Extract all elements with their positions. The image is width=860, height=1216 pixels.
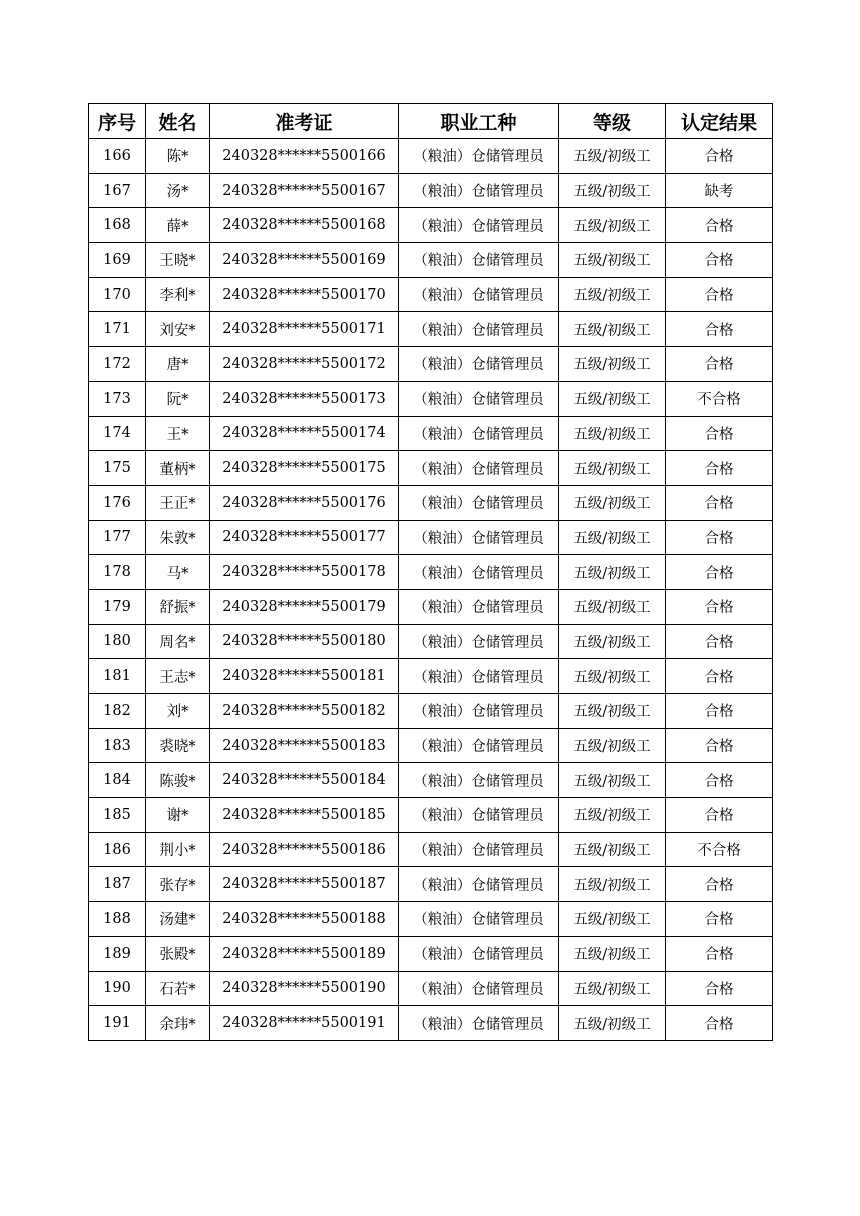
- cell-seq: 178: [89, 555, 146, 590]
- cell-seq: 175: [89, 451, 146, 486]
- cell-level: 五级/初级工: [559, 208, 666, 243]
- cell-name: 石若*: [146, 971, 210, 1006]
- table-row: [89, 1006, 773, 1041]
- cell-result: 不合格: [666, 832, 773, 867]
- table-row: [89, 659, 773, 694]
- cell-result: 合格: [666, 312, 773, 347]
- table-row: [89, 451, 773, 486]
- table-row: [89, 589, 773, 624]
- header-level: 等级: [559, 104, 666, 139]
- table-row: [89, 277, 773, 312]
- cell-name: 陈*: [146, 139, 210, 174]
- cell-name: 刘安*: [146, 312, 210, 347]
- cell-ticket: 240328******5500175: [210, 451, 399, 486]
- cell-level: 五级/初级工: [559, 763, 666, 798]
- cell-occupation: （粮油）仓储管理员: [399, 555, 559, 590]
- table-row: [89, 936, 773, 971]
- cell-occupation: （粮油）仓储管理员: [399, 694, 559, 729]
- cell-seq: 169: [89, 243, 146, 278]
- cell-ticket: 240328******5500176: [210, 485, 399, 520]
- cell-occupation: （粮油）仓储管理员: [399, 451, 559, 486]
- cell-result: 合格: [666, 277, 773, 312]
- cell-result: 合格: [666, 867, 773, 902]
- cell-ticket: 240328******5500174: [210, 416, 399, 451]
- cell-occupation: （粮油）仓储管理员: [399, 936, 559, 971]
- cell-level: 五级/初级工: [559, 936, 666, 971]
- cell-result: 合格: [666, 451, 773, 486]
- cell-occupation: （粮油）仓储管理员: [399, 1006, 559, 1041]
- cell-ticket: 240328******5500179: [210, 589, 399, 624]
- cell-result: 缺考: [666, 173, 773, 208]
- cell-result: 不合格: [666, 381, 773, 416]
- cell-name: 马*: [146, 555, 210, 590]
- cell-ticket: 240328******5500184: [210, 763, 399, 798]
- table-header: [89, 104, 773, 139]
- cell-name: 周名*: [146, 624, 210, 659]
- cell-result: 合格: [666, 243, 773, 278]
- cell-seq: 182: [89, 694, 146, 729]
- cell-result: 合格: [666, 485, 773, 520]
- cell-occupation: （粮油）仓储管理员: [399, 416, 559, 451]
- table-row: [89, 832, 773, 867]
- cell-name: 唐*: [146, 347, 210, 382]
- table-row: [89, 208, 773, 243]
- cell-ticket: 240328******5500187: [210, 867, 399, 902]
- cell-occupation: （粮油）仓储管理员: [399, 763, 559, 798]
- cell-seq: 187: [89, 867, 146, 902]
- table-row: [89, 520, 773, 555]
- cell-seq: 171: [89, 312, 146, 347]
- cell-name: 张殿*: [146, 936, 210, 971]
- cell-result: 合格: [666, 1006, 773, 1041]
- table-row: [89, 416, 773, 451]
- cell-level: 五级/初级工: [559, 451, 666, 486]
- cell-occupation: （粮油）仓储管理员: [399, 589, 559, 624]
- cell-ticket: 240328******5500178: [210, 555, 399, 590]
- cell-name: 舒振*: [146, 589, 210, 624]
- cell-level: 五级/初级工: [559, 347, 666, 382]
- cell-ticket: 240328******5500188: [210, 902, 399, 937]
- cell-name: 王晓*: [146, 243, 210, 278]
- cell-level: 五级/初级工: [559, 728, 666, 763]
- cell-name: 裘晓*: [146, 728, 210, 763]
- cell-name: 王志*: [146, 659, 210, 694]
- cell-name: 朱敦*: [146, 520, 210, 555]
- cell-level: 五级/初级工: [559, 277, 666, 312]
- table-row: [89, 624, 773, 659]
- cell-occupation: （粮油）仓储管理员: [399, 832, 559, 867]
- cell-name: 王正*: [146, 485, 210, 520]
- cell-result: 合格: [666, 555, 773, 590]
- cell-occupation: （粮油）仓储管理员: [399, 347, 559, 382]
- cell-seq: 189: [89, 936, 146, 971]
- cell-level: 五级/初级工: [559, 1006, 666, 1041]
- cell-level: 五级/初级工: [559, 832, 666, 867]
- cell-level: 五级/初级工: [559, 589, 666, 624]
- cell-seq: 191: [89, 1006, 146, 1041]
- cell-result: 合格: [666, 763, 773, 798]
- cell-name: 汤建*: [146, 902, 210, 937]
- cell-seq: 181: [89, 659, 146, 694]
- cell-seq: 180: [89, 624, 146, 659]
- cell-ticket: 240328******5500177: [210, 520, 399, 555]
- cell-ticket: 240328******5500168: [210, 208, 399, 243]
- table-row: [89, 728, 773, 763]
- cell-seq: 174: [89, 416, 146, 451]
- cell-result: 合格: [666, 936, 773, 971]
- table-row: [89, 139, 773, 174]
- cell-seq: 186: [89, 832, 146, 867]
- results-table: [88, 103, 773, 1041]
- cell-name: 李利*: [146, 277, 210, 312]
- cell-level: 五级/初级工: [559, 902, 666, 937]
- cell-ticket: 240328******5500182: [210, 694, 399, 729]
- table-body: [89, 139, 773, 1041]
- cell-level: 五级/初级工: [559, 312, 666, 347]
- cell-level: 五级/初级工: [559, 485, 666, 520]
- table-row: [89, 485, 773, 520]
- cell-result: 合格: [666, 902, 773, 937]
- table-row: [89, 312, 773, 347]
- cell-name: 汤*: [146, 173, 210, 208]
- cell-seq: 184: [89, 763, 146, 798]
- cell-result: 合格: [666, 694, 773, 729]
- cell-occupation: （粮油）仓储管理员: [399, 624, 559, 659]
- cell-occupation: （粮油）仓储管理员: [399, 312, 559, 347]
- cell-level: 五级/初级工: [559, 659, 666, 694]
- cell-seq: 172: [89, 347, 146, 382]
- cell-level: 五级/初级工: [559, 971, 666, 1006]
- cell-ticket: 240328******5500180: [210, 624, 399, 659]
- cell-level: 五级/初级工: [559, 243, 666, 278]
- cell-seq: 179: [89, 589, 146, 624]
- cell-ticket: 240328******5500181: [210, 659, 399, 694]
- table-row: [89, 902, 773, 937]
- cell-seq: 168: [89, 208, 146, 243]
- cell-ticket: 240328******5500190: [210, 971, 399, 1006]
- header-result: 认定结果: [666, 104, 773, 139]
- table-row: [89, 971, 773, 1006]
- cell-ticket: 240328******5500170: [210, 277, 399, 312]
- cell-result: 合格: [666, 139, 773, 174]
- cell-seq: 176: [89, 485, 146, 520]
- cell-ticket: 240328******5500166: [210, 139, 399, 174]
- cell-seq: 190: [89, 971, 146, 1006]
- cell-result: 合格: [666, 589, 773, 624]
- cell-level: 五级/初级工: [559, 416, 666, 451]
- cell-seq: 166: [89, 139, 146, 174]
- cell-name: 薛*: [146, 208, 210, 243]
- cell-result: 合格: [666, 520, 773, 555]
- cell-level: 五级/初级工: [559, 555, 666, 590]
- cell-level: 五级/初级工: [559, 381, 666, 416]
- results-table-container: [88, 103, 772, 1041]
- header-name: 姓名: [146, 104, 210, 139]
- cell-occupation: （粮油）仓储管理员: [399, 728, 559, 763]
- cell-name: 王*: [146, 416, 210, 451]
- cell-occupation: （粮油）仓储管理员: [399, 520, 559, 555]
- cell-ticket: 240328******5500189: [210, 936, 399, 971]
- cell-result: 合格: [666, 208, 773, 243]
- cell-occupation: （粮油）仓储管理员: [399, 971, 559, 1006]
- header-row: [89, 104, 773, 139]
- table-row: [89, 798, 773, 833]
- cell-ticket: 240328******5500172: [210, 347, 399, 382]
- cell-seq: 167: [89, 173, 146, 208]
- table-row: [89, 555, 773, 590]
- cell-level: 五级/初级工: [559, 139, 666, 174]
- table-row: [89, 867, 773, 902]
- cell-result: 合格: [666, 971, 773, 1006]
- cell-occupation: （粮油）仓储管理员: [399, 381, 559, 416]
- cell-occupation: （粮油）仓储管理员: [399, 277, 559, 312]
- cell-seq: 173: [89, 381, 146, 416]
- cell-ticket: 240328******5500186: [210, 832, 399, 867]
- cell-seq: 177: [89, 520, 146, 555]
- cell-name: 陈骏*: [146, 763, 210, 798]
- cell-name: 刘*: [146, 694, 210, 729]
- cell-name: 谢*: [146, 798, 210, 833]
- cell-occupation: （粮油）仓储管理员: [399, 208, 559, 243]
- cell-occupation: （粮油）仓储管理员: [399, 485, 559, 520]
- cell-seq: 170: [89, 277, 146, 312]
- cell-level: 五级/初级工: [559, 173, 666, 208]
- cell-occupation: （粮油）仓储管理员: [399, 659, 559, 694]
- cell-seq: 188: [89, 902, 146, 937]
- cell-level: 五级/初级工: [559, 798, 666, 833]
- table-row: [89, 173, 773, 208]
- cell-ticket: 240328******5500173: [210, 381, 399, 416]
- cell-ticket: 240328******5500185: [210, 798, 399, 833]
- header-ticket: 准考证: [210, 104, 399, 139]
- cell-occupation: （粮油）仓储管理员: [399, 139, 559, 174]
- cell-ticket: 240328******5500167: [210, 173, 399, 208]
- cell-result: 合格: [666, 347, 773, 382]
- cell-result: 合格: [666, 416, 773, 451]
- cell-occupation: （粮油）仓储管理员: [399, 902, 559, 937]
- cell-occupation: （粮油）仓储管理员: [399, 243, 559, 278]
- cell-name: 张存*: [146, 867, 210, 902]
- cell-ticket: 240328******5500183: [210, 728, 399, 763]
- cell-seq: 185: [89, 798, 146, 833]
- header-occupation: 职业工种: [399, 104, 559, 139]
- cell-name: 荆小*: [146, 832, 210, 867]
- table-row: [89, 243, 773, 278]
- cell-seq: 183: [89, 728, 146, 763]
- cell-level: 五级/初级工: [559, 694, 666, 729]
- cell-result: 合格: [666, 624, 773, 659]
- cell-name: 阮*: [146, 381, 210, 416]
- cell-level: 五级/初级工: [559, 520, 666, 555]
- header-seq: 序号: [89, 104, 146, 139]
- cell-name: 董柄*: [146, 451, 210, 486]
- cell-level: 五级/初级工: [559, 867, 666, 902]
- table-row: [89, 694, 773, 729]
- cell-occupation: （粮油）仓储管理员: [399, 173, 559, 208]
- cell-result: 合格: [666, 728, 773, 763]
- cell-ticket: 240328******5500171: [210, 312, 399, 347]
- cell-ticket: 240328******5500169: [210, 243, 399, 278]
- cell-result: 合格: [666, 659, 773, 694]
- table-row: [89, 347, 773, 382]
- table-row: [89, 381, 773, 416]
- cell-result: 合格: [666, 798, 773, 833]
- cell-name: 余玮*: [146, 1006, 210, 1041]
- table-row: [89, 763, 773, 798]
- cell-occupation: （粮油）仓储管理员: [399, 867, 559, 902]
- cell-occupation: （粮油）仓储管理员: [399, 798, 559, 833]
- cell-ticket: 240328******5500191: [210, 1006, 399, 1041]
- cell-level: 五级/初级工: [559, 624, 666, 659]
